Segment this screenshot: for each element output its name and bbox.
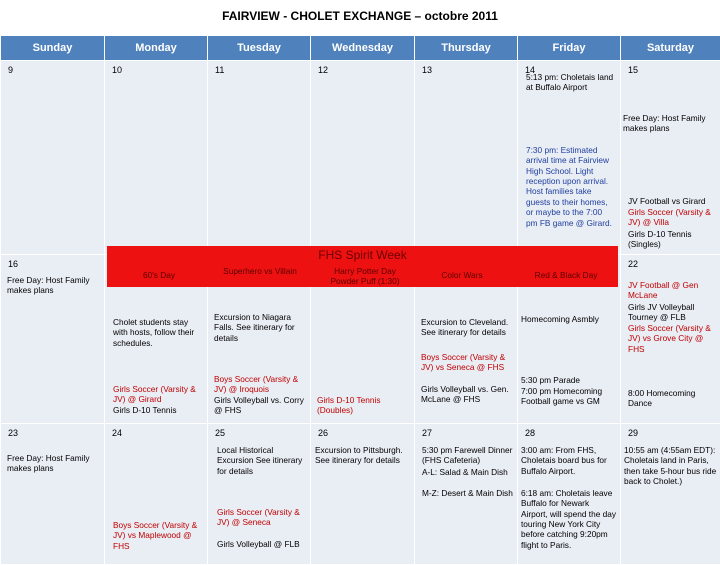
event-girls-volleyball: Girls Volleyball vs. Corry @ FHS [214,395,306,416]
event-girls-tennis: Girls D-10 Tennis (Doubles) [317,395,409,416]
event-bus-to-airport: 3:00 am: From FHS, Choletais board bus for Buffalo Airport. [521,445,617,476]
event-homecoming-game: 7:00 pm Homecoming Football game vs GM [521,386,617,407]
calendar [0,35,720,565]
header-sunday: Sunday [1,36,105,61]
event-local-excursion: Local Historical Excursion See itinerary for details [217,445,307,476]
day-number: 23 [8,428,18,438]
event-boys-soccer: Boys Soccer (Varsity & JV) vs Maplewood @ FHS [113,520,203,551]
spirit-theme-tuesday: Superhero vs Villain [217,267,303,277]
event-excursion-niagara: Excursion to Niagara Falls. See itinerary for details [214,312,306,343]
event-boys-soccer: Boys Soccer (Varsity & JV) vs Seneca @ FHS [421,352,513,373]
header-friday: Friday [518,36,621,61]
day-cell [208,424,311,565]
day-number: 29 [628,428,638,438]
event-parade: 5:30 pm Parade [521,375,617,385]
event-homecoming-dance: 8:00 Homecoming Dance [628,388,718,409]
day-cell [1,424,105,565]
event-free-day: Free Day: Host Family makes plans [7,275,103,296]
header-saturday: Saturday [621,36,720,61]
event-free-day: Free Day: Host Family makes plans [623,113,719,134]
day-cell [208,61,311,255]
day-number: 22 [628,259,638,269]
day-number: 28 [525,428,535,438]
event-leave-buffalo: 6:18 am: Choletais leave Buffalo for Newark Airport, will spend the day touring New York City before catching 9:20pm flight to Paris. [521,488,617,550]
header-tuesday: Tuesday [208,36,311,61]
page-title: FAIRVIEW - CHOLET EXCHANGE – octobre 2011 [0,9,720,23]
event-excursion-pittsburgh: Excursion to Pittsburgh. See itinerary for details [315,445,411,466]
event-girls-tennis: Girls D-10 Tennis [113,405,205,415]
day-cell [105,424,208,565]
event-excursion-cleveland: Excursion to Cleveland. See itinerary for details [421,317,513,338]
day-cell [621,424,720,565]
day-number: 25 [215,428,225,438]
day-cell [415,424,518,565]
day-number: 26 [318,428,328,438]
spirit-week-title: FHS Spirit Week [107,248,618,262]
week-row [1,61,720,255]
event-jv-football: JV Football vs Girard [628,196,718,206]
day-cell [1,255,105,424]
spirit-theme-wednesday: Harry Potter Day Powder Puff (1:30) [319,267,411,286]
header-monday: Monday [105,36,208,61]
spirit-theme-monday: 60's Day [109,271,209,281]
day-cell [311,424,415,565]
event-girls-volleyball: Girls Volleyball vs. Gen. McLane @ FHS [421,384,513,405]
day-cell [1,61,105,255]
event-girls-soccer: Girls Soccer (Varsity & JV) @ Seneca [217,507,307,528]
header-wednesday: Wednesday [311,36,415,61]
day-cell [311,61,415,255]
event-cholet-stay: Cholet students stay with hosts, follow their schedules. [113,317,203,348]
event-estimated-arrival: 7:30 pm: Estimated arrival time at Fairview High School. Light reception upon arrival. Host families take guests to their homes, or maybe to the 7:00 pm FB game @ Girard. [526,145,614,228]
event-dinner-mz: M-Z: Desert & Main Dish [422,488,516,498]
day-cell [621,255,720,424]
event-jv-football: JV Football @ Gen McLane [628,280,718,301]
day-number: 16 [8,259,18,269]
spirit-theme-friday: Red & Black Day [517,271,615,281]
event-dinner-al: A-L: Salad & Main Dish [422,467,516,477]
event-girls-soccer: Girls Soccer (Varsity & JV) @ Villa [628,207,718,228]
day-number: 10 [112,65,122,75]
day-number: 9 [8,65,13,75]
day-cell [518,61,621,255]
event-boys-soccer: Boys Soccer (Varsity & JV) @ Iroquois [214,374,306,395]
event-free-day: Free Day: Host Family makes plans [7,453,103,474]
day-cell [105,61,208,255]
event-girls-soccer: Girls Soccer (Varsity & JV) @ Girard [113,384,205,405]
day-number: 27 [422,428,432,438]
day-number: 15 [628,65,638,75]
week-row [1,424,720,565]
day-cell [621,61,720,255]
day-cell [518,424,621,565]
day-number: 13 [422,65,432,75]
event-arrival: 5:13 pm: Choletais land at Buffalo Airport [526,72,614,93]
event-girls-soccer: Girls Soccer (Varsity & JV) vs Grove City @ FHS [628,323,718,354]
day-number: 12 [318,65,328,75]
day-number: 14 [525,65,535,75]
spirit-week-banner [107,246,618,287]
day-cell [415,61,518,255]
event-homecoming-assembly: Homecoming Asmbly [521,314,617,324]
event-jv-volleyball: Girls JV Volleyball Tourney @ FLB [628,302,718,323]
event-girls-tennis: Girls D-10 Tennis (Singles) [628,229,718,250]
day-number: 24 [112,428,122,438]
day-number: 11 [215,65,224,75]
event-girls-volleyball: Girls Volleyball @ FLB [217,539,307,549]
event-farewell-dinner: 5:30 pm Farewell Dinner (FHS Cafeteria) [422,445,516,466]
spirit-theme-thursday: Color Wars [413,271,511,281]
weekday-header [1,36,720,61]
header-thursday: Thursday [415,36,518,61]
event-land-paris: 10:55 am (4:55am EDT): Choletais land in Paris, then take 5-hour bus ride back to Cholet.) [624,445,719,486]
